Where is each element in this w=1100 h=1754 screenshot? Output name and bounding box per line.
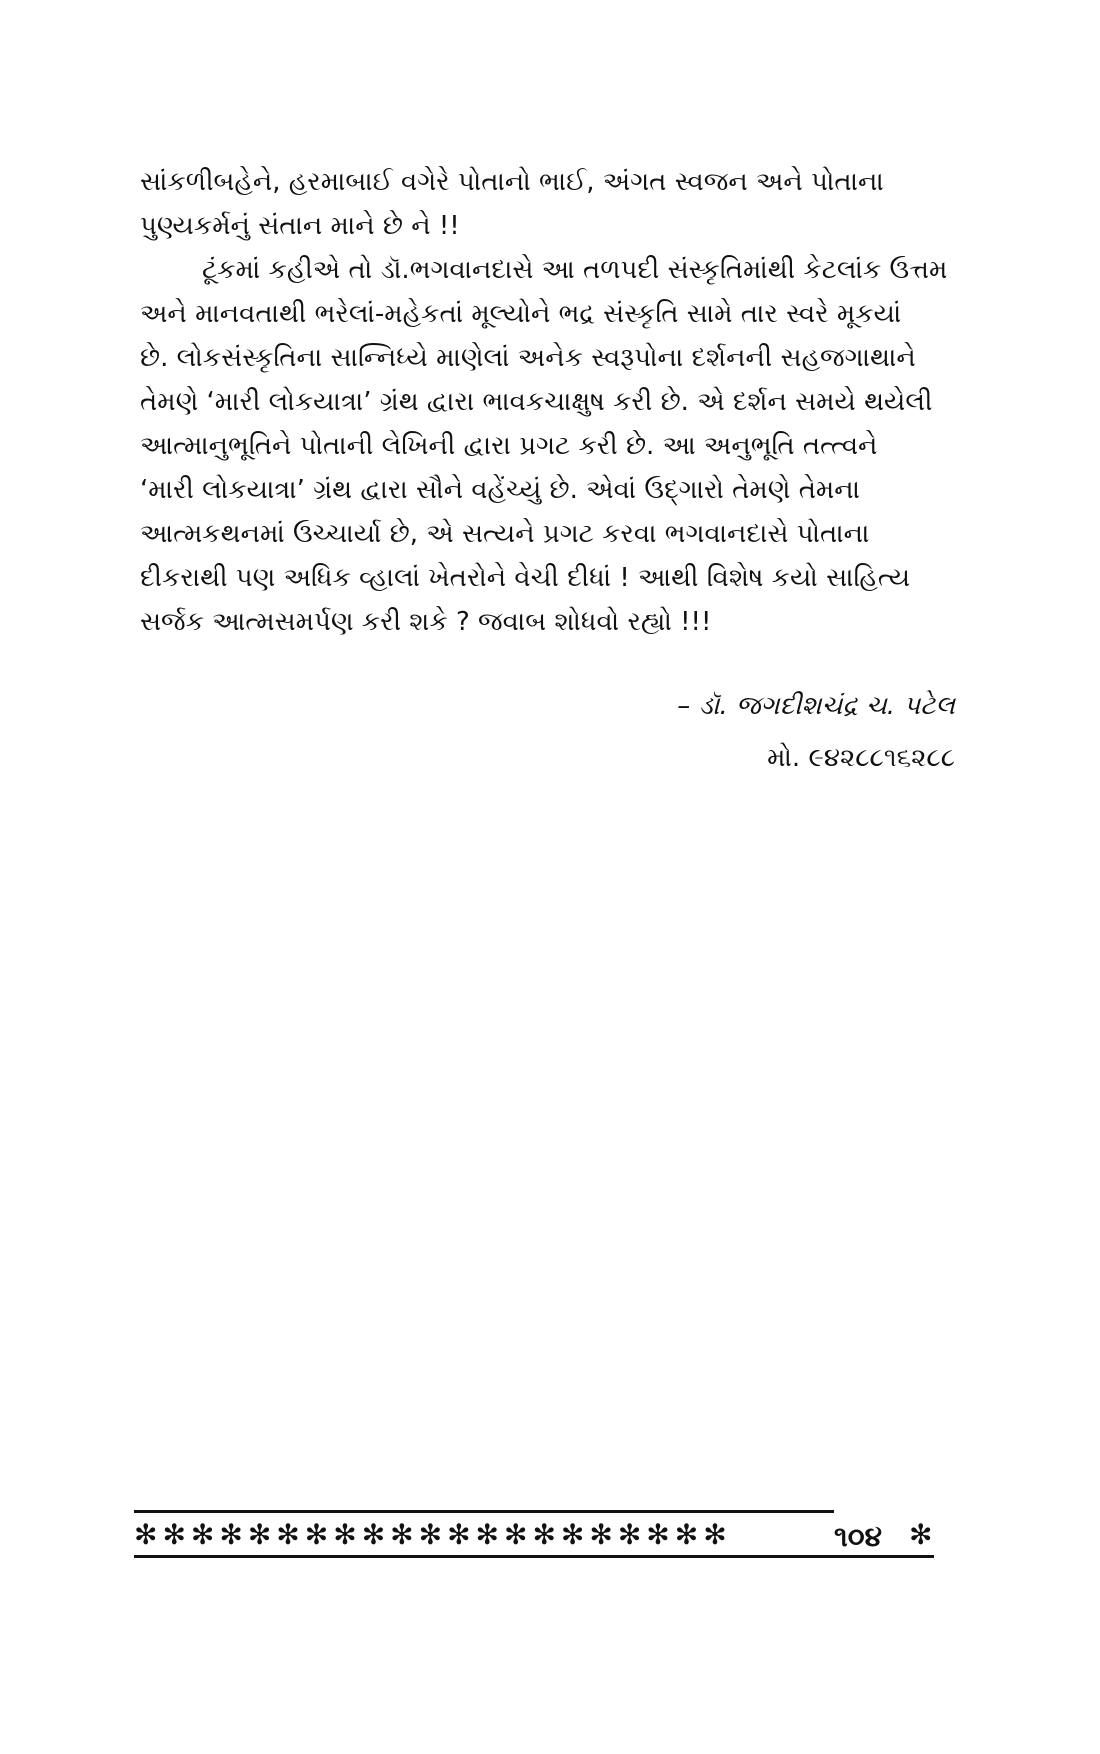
text-line: આત્માનુભૂતિને પોતાની લેખિની દ્વારા પ્રગટ કરી છે. આ અનુભૂતિ તત્ત્વને	[140, 431, 878, 461]
text-line: છે. લોકસંસ્કૃતિના સાન્નિધ્યે માણેલાં અનેક સ્વરૂપોના દર્શનની સહજગાથાને	[140, 343, 916, 373]
text-line: પુણ્યકર્મનું સંતાન માને છે ને !!	[140, 211, 460, 241]
footer-end-star-icon: ✻	[909, 1518, 933, 1551]
paragraph-2	[140, 248, 955, 644]
author-phone: મો. ૯૪૨૮૮૧૬૨૮૮	[767, 743, 955, 773]
text-line: તેમણે ‘મારી લોકયાત્રા’ ગ્રંથ દ્વારા ભાવકચાક્ષુષ કરી છે. એ દર્શન સમયે થયેલી	[140, 387, 933, 417]
author-name: – ડૉ. જગદીશચંદ્ર ચ. પટેલ	[677, 691, 955, 721]
page-footer	[134, 1510, 934, 1570]
text-line: અને માનવતાથી ભરેલાં-મહેકતાં મૂલ્યોને ભદ્ર સંસ્કૃતિ સામે તાર સ્વરે મૂકયાં	[140, 299, 902, 329]
text-line: દીકરાથી પણ અધિક વ્હાલાં ખેતરોને વેચી દીધાં ! આથી વિશેષ કયો સાહિત્ય	[140, 563, 911, 593]
footer-rule-bottom	[134, 1555, 934, 1558]
text-line: આત્મકથનમાં ઉચ્ચાર્યા છે, એ સત્યને પ્રગટ કરવા ભગવાનદાસે પોતાના	[140, 519, 870, 549]
text-line: ‘મારી લોકયાત્રા’ ગ્રંથ દ્વારા સૌને વહેંચ્યું છે. એવાં ઉદ્ગારો તેમણે તેમના	[140, 475, 861, 505]
text-line: ટૂંકમાં કહીએ તો ડૉ.ભગવાનદાસે આ તળપદી સંસ્કૃતિમાંથી કેટલાંક ઉત્તમ	[202, 255, 948, 285]
text-line: સાંકળીબહેને, હરમાબાઈ વગેરે પોતાનો ભાઈ, અંગત સ્વજન અને પોતાના	[140, 167, 884, 197]
signature-block	[677, 680, 955, 784]
footer-star-border: ✻✻✻✻✻✻✻✻✻✻✻✻✻✻✻✻✻✻✻✻✻	[134, 1518, 732, 1551]
paragraph-1	[140, 160, 955, 248]
body-text	[140, 160, 955, 644]
footer-rule-top	[134, 1510, 834, 1513]
text-line: સર્જક આત્મસમર્પણ કરી શકે ? જવાબ શોધવો રહ્યો !!!	[140, 607, 712, 637]
page-number: ૧૦૪	[834, 1520, 882, 1553]
